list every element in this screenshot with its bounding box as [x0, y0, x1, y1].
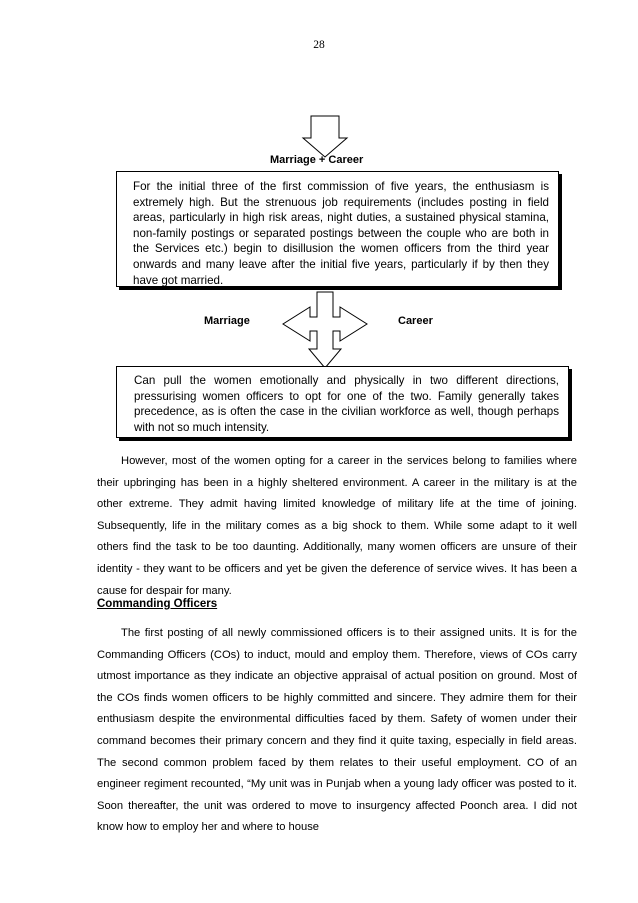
four-way-arrow-icon: [283, 292, 367, 368]
paragraph-1-text: However, most of the women opting for a career in the services belong to families where their upbringing has been in a highly sheltered environment. A career in the military is at the other extreme. They admit having limited knowledge of military life at the time of joining. Subsequently, life in the military comes as a big shock to them. While some adapt to it well others find the task to be too daunting. Additionally, many women officers are unsure of their identity - they want to be officers and yet be given the deference of service wives. It has been a cause for despair for many.: [97, 455, 577, 597]
right-label: Career: [398, 315, 433, 327]
section-heading: Commanding Officers: [97, 598, 218, 610]
text-box-1: [116, 171, 559, 287]
flow-diagram: [0, 0, 638, 440]
paragraph-2-text: The first posting of all newly commissioned officers is to their assigned units. It is for the Commanding Officers (COs) to induct, mould and employ them. Therefore, views of COs carry utmost importance as they indicate an objective appraisal of actual position on ground. Most of the COs finds women officers to be highly committed and sincere. They admire them for their enthusiasm despite the environmental difficulties faced by them. Safety of women under their command becomes their primary concern and they find it quite taxing, especially in field areas. The second common problem faced by them relates to their useful employment. CO of an engineer regiment recounted, “My unit was in Punjab when a young lady officer was posted to it. Soon thereafter, the unit was ordered to move to insurgency affected Poonch area. I did not know how to employ her and where to house: [97, 627, 577, 834]
box1-text: For the initial three of the first commission of five years, the enthusiasm is extremely high. But the strenuous job requirements (includes posting in field areas, particularly in high risk areas, night duties, a sustained physical stamina, non-family postings or separated postings between the couple who are both in the Services etc.) begin to disillusion the women officers from the third year onwards and many leave after the initial five years, particularly if by then they have got married.: [133, 180, 549, 287]
box2-text: Can pull the women emotionally and physically in two different directions, pressurising women officers to opt for one of the two. Family generally takes precedence, as is often the case in the civilian workforce as well, though perhaps with not so much intensity.: [134, 374, 559, 434]
top-label: Marriage + Career: [270, 154, 364, 166]
down-arrow-icon: [303, 116, 347, 157]
paragraph-2: [97, 623, 577, 839]
left-label: Marriage: [204, 315, 250, 327]
text-box-2: [116, 366, 569, 438]
page-number: 28: [313, 39, 325, 51]
paragraph-1: [97, 451, 577, 602]
